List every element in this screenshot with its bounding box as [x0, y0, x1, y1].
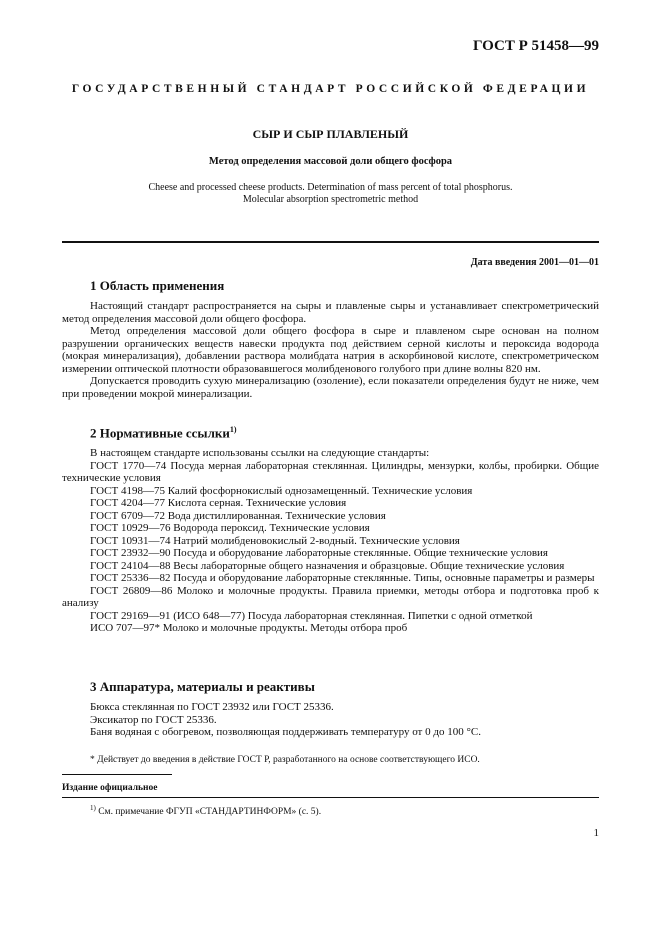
reference-item: ГОСТ 26809—86 Молоко и молочные продукты. Правила приемки, методы отбора и подготовка проб к анализу	[62, 584, 599, 610]
standard-title: СЫР И СЫР ПЛАВЛЕНЫЙ	[252, 127, 409, 141]
paragraph: В настоящем стандарте использованы ссылки на следующие стандарты:	[90, 447, 430, 460]
document-code: ГОСТ Р 51458—99	[472, 38, 599, 54]
footnote-text: См. примечание ФГУП «СТАНДАРТИНФОРМ» (с. 5).	[95, 807, 322, 818]
english-title: Cheese and processed cheese products. Determination of mass percent of total phosphorus. Molecular absorption spectrometric method	[148, 182, 513, 205]
reference-item: ГОСТ 29169—91 (ИСО 648—77) Посуда лабораторная стеклянная. Пипетки с одной отметкой	[90, 609, 533, 622]
reference-item: ГОСТ 25336—82 Посуда и оборудование лабораторные стеклянные. Типы, основные параметры и размеры	[90, 572, 595, 585]
reference-item: ГОСТ 10931—74 Натрий молибденовокислый 2-водный. Технические условия	[90, 534, 460, 547]
reference-item: ГОСТ 1770—74 Посуда мерная лабораторная стеклянная. Цилиндры, мензурки, колбы, пробирки. Общие технические условия	[62, 459, 599, 485]
reference-item: ГОСТ 4204—77 Кислота серная. Технические условия	[90, 497, 347, 510]
section-heading: 3 Аппаратура, материалы и реактивы	[90, 679, 315, 694]
reference-item: ГОСТ 23932—90 Посуда и оборудование лабораторные стеклянные. Общие технические условия	[90, 547, 548, 560]
paragraph: Допускается проводить сухую минерализацию (озоление), если показатели определения будут не ниже, чем при проведении мокрой минерализации.	[62, 375, 599, 400]
edition-divider	[62, 797, 599, 798]
reference-item: ГОСТ 6709—72 Вода дистиллированная. Технические условия	[90, 509, 386, 522]
paragraph: Метод определения массовой доли общего фосфора в сыре и плавленом сыре основан на полном разрушении органических веществ навески продукта под действием серной кислоты и пероксида водорода (мокрая минерализация), добавлении раствора молибдата натрия в аскорбиновой кислоте, спектрометрическом измерении оптической плотности образовавшегося молибденового голубого при длине волны 820 нм.	[62, 325, 599, 375]
section-heading-text: 2 Нормативные ссылки	[90, 425, 230, 441]
paragraph: Эксикатор по ГОСТ 25336.	[90, 713, 217, 726]
section-references	[62, 425, 599, 635]
paragraph: Баня водяная с обогревом, позволяющая поддерживать температуру от 0 до 100 °С.	[90, 726, 481, 738]
reference-item: ГОСТ 4198—75 Калий фосфорнокислый однозамещенный. Технические условия	[90, 484, 473, 497]
reference-item: ГОСТ 10929—76 Водорода пероксид. Технические условия	[90, 522, 370, 535]
edition-label: Издание официальное	[62, 783, 158, 793]
footnote-iso: * Действует до введения в действие ГОСТ Р, разработанного на основе соответствующего ИСО.	[90, 755, 480, 765]
organization-title: ГОСУДАРСТВЕННЫЙ СТАНДАРТ РОССИЙСКОЙ ФЕДЕРАЦИИ	[71, 83, 590, 95]
section-heading	[90, 425, 599, 441]
introduction-date: Дата введения 2001—01—01	[470, 257, 599, 268]
paragraph: Бюкса стеклянная по ГОСТ 23932 или ГОСТ 25336.	[90, 701, 334, 713]
page-number: 1	[593, 827, 599, 839]
standard-subtitle: Метод определения массовой доли общего фосфора	[208, 156, 453, 167]
section-scope	[62, 278, 599, 400]
section-apparatus	[62, 679, 599, 739]
reference-item: ИСО 707—97* Молоко и молочные продукты. Методы отбора проб	[90, 622, 408, 635]
paragraph: Настоящий стандарт распространяется на сыры и плавленые сыры и устанавливает спектрометрический метод определения массовой доли общего фосфора.	[62, 300, 599, 325]
footnote-divider	[62, 774, 172, 775]
footnote-note	[90, 804, 321, 817]
reference-item: ГОСТ 24104—88 Весы лабораторные общего назначения и образцовые. Общие технические условия	[90, 559, 565, 572]
section-heading: 1 Область применения	[90, 278, 225, 293]
footnote-mark: 1)	[229, 425, 237, 434]
footnote-mark: 1)	[90, 804, 96, 812]
title-divider	[62, 241, 599, 243]
